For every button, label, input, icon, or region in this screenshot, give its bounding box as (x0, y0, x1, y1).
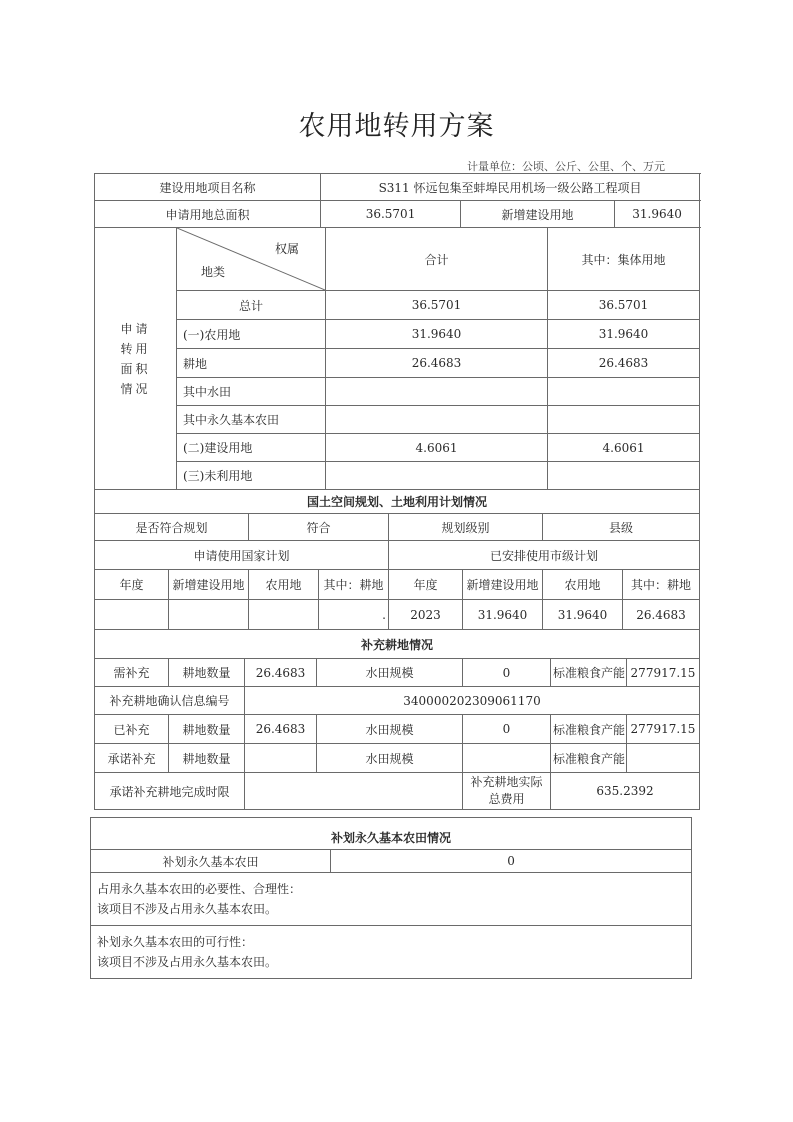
header-ownership: 权属 (274, 242, 299, 256)
page-title: 农用地转用方案 (298, 111, 495, 142)
promise-paddy-value (463, 744, 551, 773)
new-construction-label: 新增建设用地 (461, 201, 615, 228)
row-label: 其中永久基本农田 (177, 406, 326, 434)
grain-label: 标准粮食产能 (551, 744, 627, 773)
col-collective-header: 其中：集体用地 (548, 228, 700, 291)
conform-label: 是否符合规划 (95, 514, 249, 541)
done-label: 已补充 (95, 715, 169, 744)
arable-label: 耕地数量 (169, 659, 245, 687)
row-collective (548, 462, 700, 490)
value-cell: 31.9640 (463, 600, 543, 630)
row-label: 其中水田 (177, 378, 326, 406)
need-paddy-value: 0 (463, 659, 551, 687)
header-cell: 农用地 (249, 570, 319, 600)
total-area-label: 申请用地总面积 (95, 201, 321, 228)
deadline-value (245, 773, 463, 810)
necessity-title: 占用永久基本农田的必要性、合理性： (97, 882, 302, 896)
grain-label: 标准粮食产能 (551, 715, 627, 744)
row-total (326, 462, 548, 490)
diagonal-line (177, 228, 325, 290)
total-area-value: 36.5701 (321, 201, 461, 228)
value-cell (95, 600, 169, 630)
done-arable-value: 26.4683 (245, 715, 317, 744)
grain-label: 标准粮食产能 (551, 659, 627, 687)
project-name-label: 建设用地项目名称 (95, 174, 321, 201)
row-label: 总计 (177, 291, 326, 320)
cost-label: 补充耕地实际总费用 (463, 773, 551, 810)
conform-value: 符合 (249, 514, 389, 541)
national-plan-label: 申请使用国家计划 (95, 541, 389, 570)
confirm-label: 补充耕地确认信息编号 (95, 687, 245, 715)
header-landtype: 地类 (201, 265, 226, 279)
row-total: 31.9640 (326, 320, 548, 349)
need-label: 需补充 (95, 659, 169, 687)
cost-value: 635.2392 (551, 773, 700, 810)
conversion-side-text: 申请转用面积情况 (120, 321, 151, 396)
value-cell: 31.9640 (543, 600, 623, 630)
header-cell: 农用地 (543, 570, 623, 600)
value-cell: . (319, 600, 389, 630)
row-total: 4.6061 (326, 434, 548, 462)
feasibility-text: 该项目不涉及占用永久基本农田。 (97, 955, 278, 969)
header-cell: 年度 (389, 570, 463, 600)
row-collective (548, 406, 700, 434)
row-collective: 36.5701 (548, 291, 700, 320)
promise-grain-value (627, 744, 700, 773)
promise-arable-value (245, 744, 317, 773)
new-construction-value: 31.9640 (615, 201, 700, 228)
header-cell: 年度 (95, 570, 169, 600)
supplement-table (94, 629, 700, 810)
level-label: 规划级别 (389, 514, 543, 541)
row-collective: 26.4683 (548, 349, 700, 378)
need-arable-value: 26.4683 (245, 659, 317, 687)
row-label: (一)农用地 (177, 320, 326, 349)
row-label: (二)建设用地 (177, 434, 326, 462)
promise-label: 承诺补充 (95, 744, 169, 773)
conversion-table (94, 173, 700, 228)
unit-note: 计量单位：公顷、公斤、公里、个、万元 (467, 160, 665, 173)
row-collective: 4.6061 (548, 434, 700, 462)
basic-farmland-table (90, 817, 692, 979)
row-label: 耕地 (177, 349, 326, 378)
deadline-label: 承诺补充耕地完成时限 (95, 773, 245, 810)
row-collective (548, 378, 700, 406)
row-total: 26.4683 (326, 349, 548, 378)
value-cell (169, 600, 249, 630)
feasibility-note (91, 926, 692, 979)
feasibility-title: 补划永久基本农田的可行性： (97, 935, 254, 949)
row-total (326, 406, 548, 434)
done-grain-value: 277917.15 (627, 715, 700, 744)
header-cell: 其中：耕地 (319, 570, 389, 600)
planning-table (94, 489, 700, 630)
paddy-label: 水田规模 (317, 744, 463, 773)
conversion-detail-table (94, 227, 700, 490)
confirm-value: 340000202309061170 (245, 687, 700, 715)
project-name-value: S311 怀远包集至蚌埠民用机场一级公路工程项目 (321, 174, 700, 201)
basic-farmland-value: 0 (331, 850, 692, 873)
header-cell: 新增建设用地 (169, 570, 249, 600)
header-diagonal-cell (177, 228, 326, 291)
done-paddy-value: 0 (463, 715, 551, 744)
paddy-label: 水田规模 (317, 715, 463, 744)
row-label: (三)未利用地 (177, 462, 326, 490)
necessity-note (91, 873, 692, 926)
city-plan-label: 已安排使用市级计划 (389, 541, 700, 570)
need-grain-value: 277917.15 (627, 659, 700, 687)
necessity-text: 该项目不涉及占用永久基本农田。 (97, 902, 278, 916)
value-cell: 26.4683 (623, 600, 700, 630)
row-total: 36.5701 (326, 291, 548, 320)
arable-label: 耕地数量 (169, 744, 245, 773)
supplement-section-title: 补充耕地情况 (95, 630, 700, 659)
value-cell: 2023 (389, 600, 463, 630)
level-value: 县级 (543, 514, 700, 541)
conversion-side-label (95, 228, 177, 490)
basic-farmland-section-title: 补划永久基本农田情况 (91, 818, 692, 850)
col-total-header: 合计 (326, 228, 548, 291)
row-collective: 31.9640 (548, 320, 700, 349)
header-cell: 其中：耕地 (623, 570, 700, 600)
value-cell (249, 600, 319, 630)
planning-section-title: 国土空间规划、土地利用计划情况 (95, 490, 700, 514)
paddy-label: 水田规模 (317, 659, 463, 687)
arable-label: 耕地数量 (169, 715, 245, 744)
header-cell: 新增建设用地 (463, 570, 543, 600)
row-total (326, 378, 548, 406)
basic-farmland-label: 补划永久基本农田 (91, 850, 331, 873)
